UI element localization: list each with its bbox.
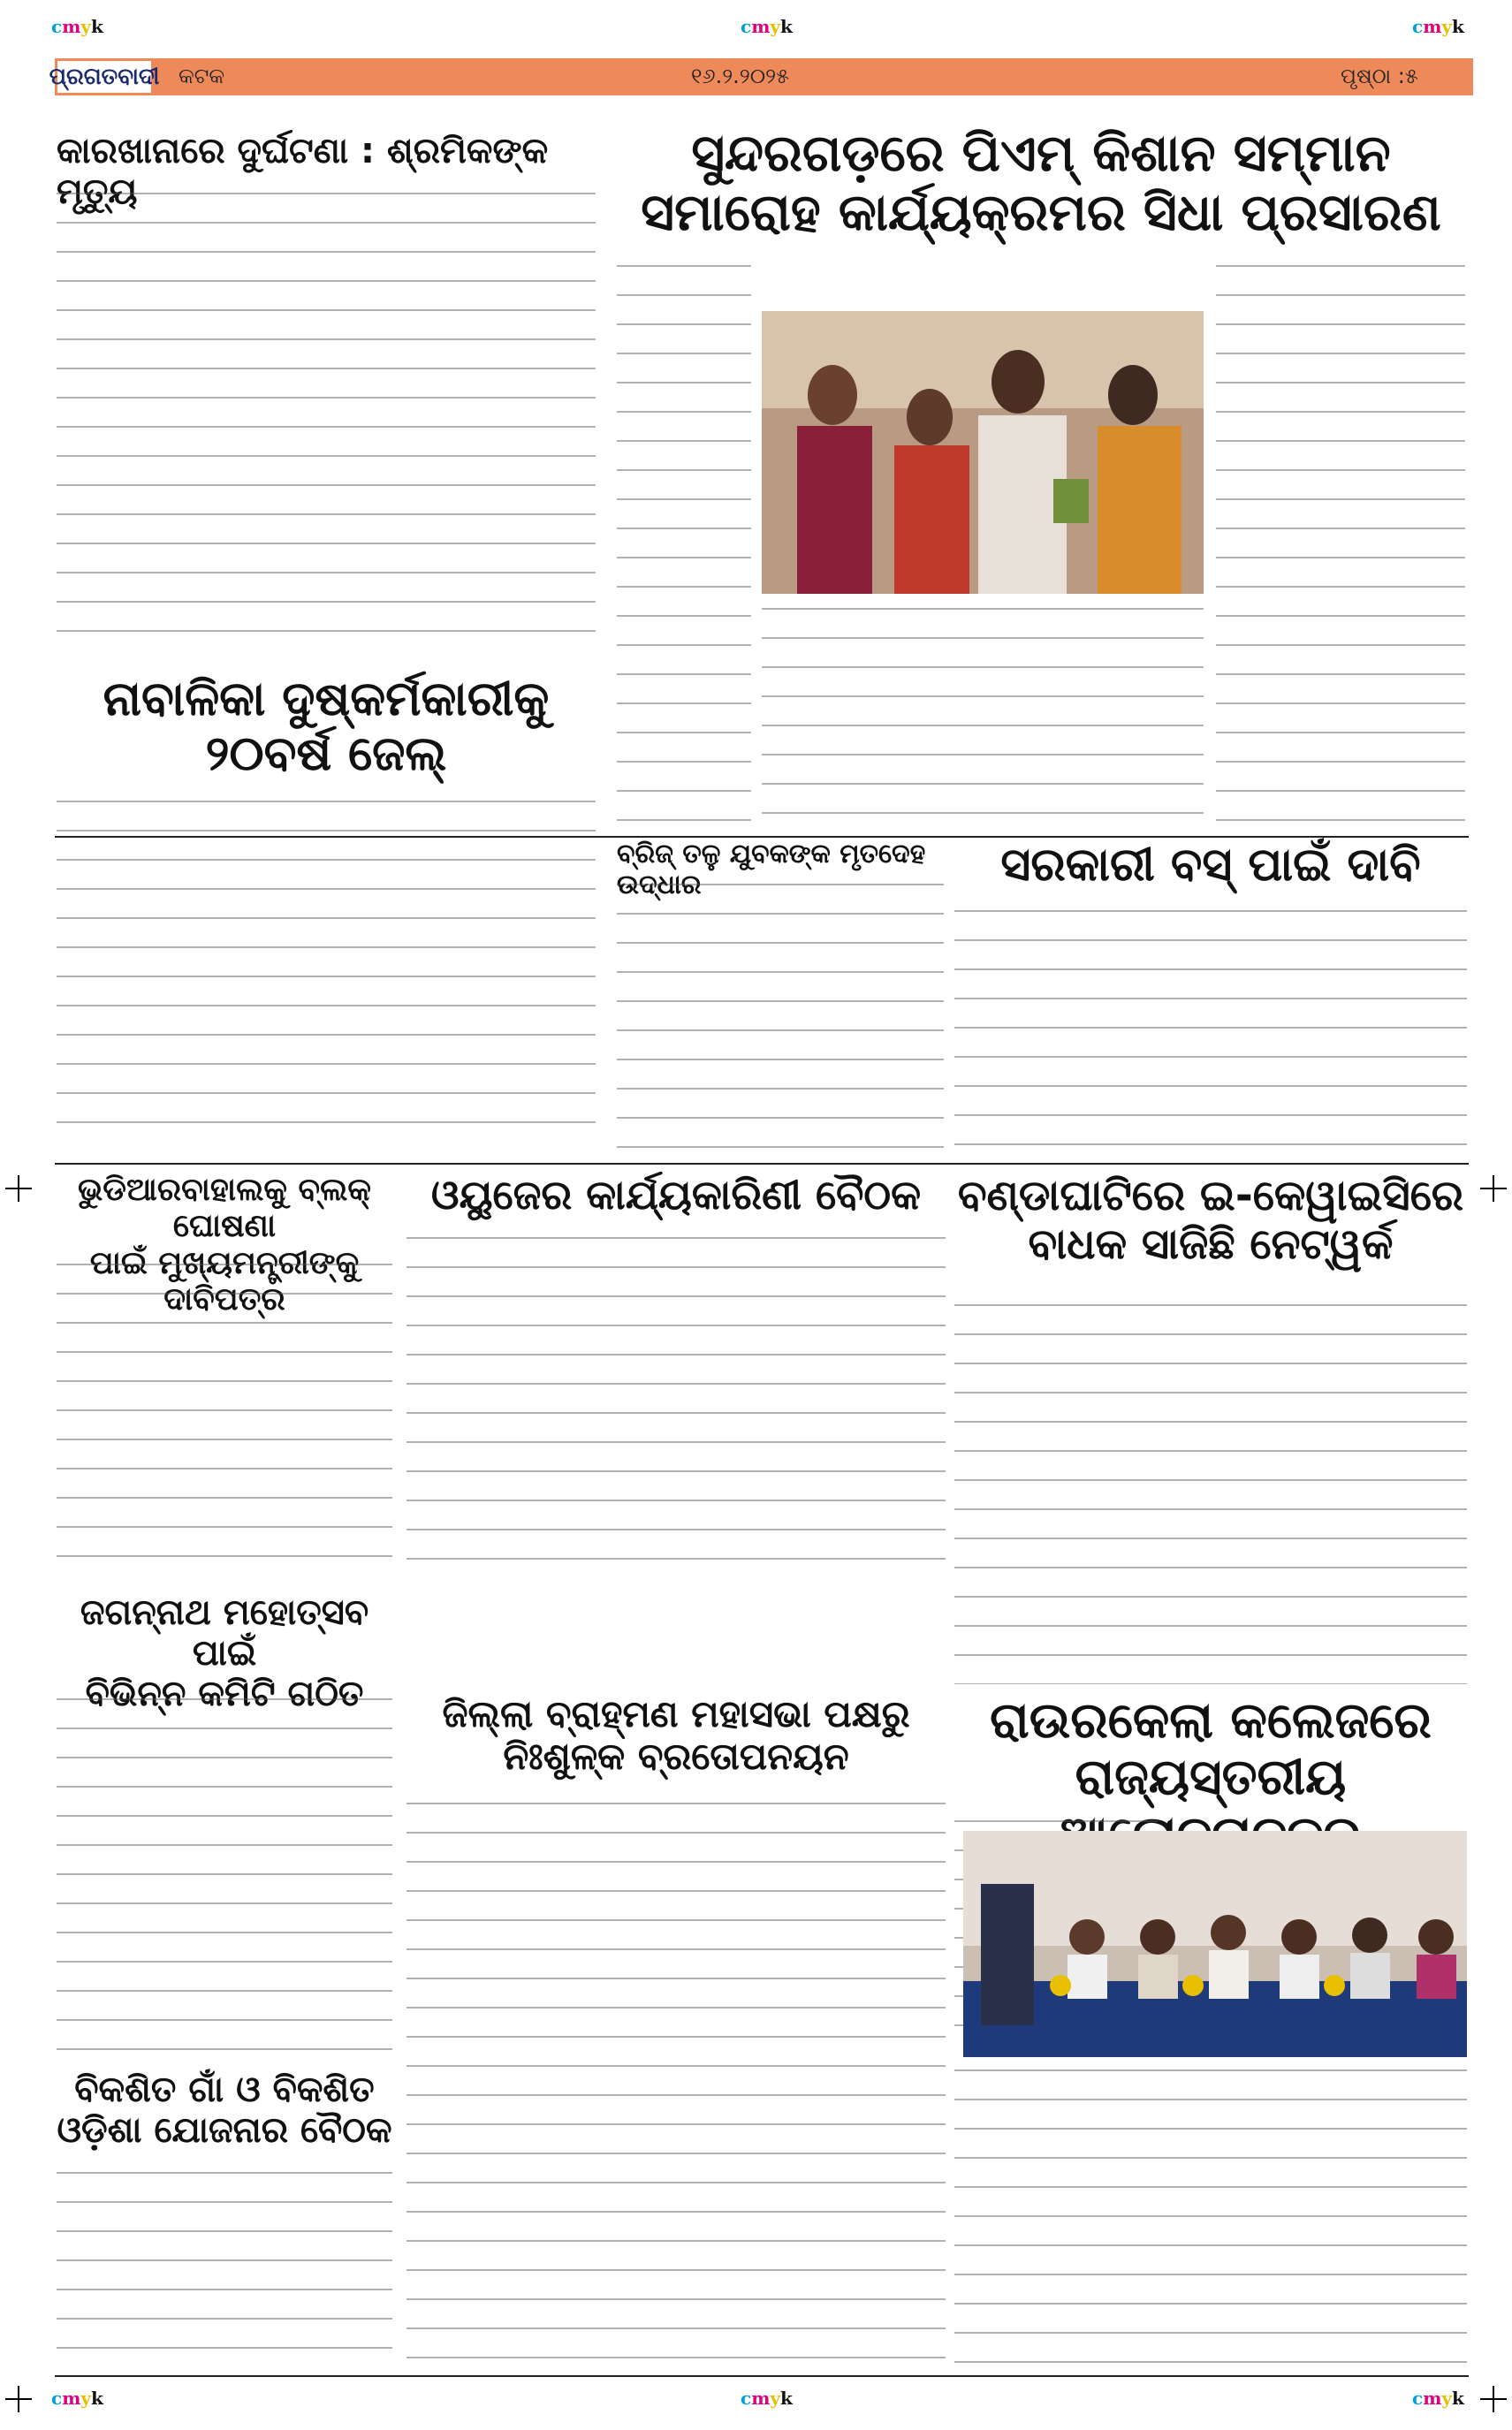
cmyk-label-bottom-right: cmyk [1412, 2388, 1464, 2409]
article-body-text [617, 265, 751, 831]
article-body-text [762, 608, 1204, 831]
headline-line: ସୁନ୍ଦରଗଡ଼ରେ ପିଏମ୍ କିଶାନ ସମ୍ମାନ [691, 123, 1391, 183]
article-headline: କାରଖାନାରେ ଦୁର୍ଘଟଣା : ଶ୍ରମିକଙ୍କ ମୃତ୍ୟୁ [57, 131, 549, 212]
headline-line: ଭୁଡିଆରବାହାଲକୁ ବ୍ଲକ୍ ଘୋଷଣା [77, 1172, 372, 1245]
masthead-date: ୧୬.୨.୨୦୨୫ [691, 64, 790, 88]
headline-line: ଜିଲ୍ଲା ବ୍ରାହ୍ମଣ ମହାସଭା ପକ୍ଷରୁ [442, 1692, 910, 1735]
headline-line: ୨୦ବର୍ଷ ଜେଲ୍ [205, 725, 447, 782]
photo-seminar-panel [963, 1831, 1467, 2057]
headline-line: ନିଃଶୁଳ୍କ ବ୍ରତୋପନୟନ [503, 1735, 849, 1779]
headline-line: ବିଭିନ୍ନ କମିଟି ଗଠିତ [85, 1674, 364, 1714]
article-headline [617, 124, 1465, 241]
registration-mark-bottom-left [5, 2386, 32, 2412]
footer-rule [55, 2375, 1469, 2377]
registration-mark-right [1480, 1175, 1507, 1202]
article-body-text [57, 1264, 392, 1582]
masthead-city: କଟକ [179, 64, 225, 88]
divider-rule [55, 1163, 1469, 1165]
registration-mark-bottom-right [1480, 2386, 1507, 2412]
article-body-text [406, 1237, 946, 1582]
article-headline [406, 1693, 946, 1779]
masthead-bar [49, 58, 1473, 95]
article-body-text [57, 193, 596, 654]
photo-award-ceremony [762, 311, 1204, 594]
article-body-text [57, 1698, 392, 2061]
cmyk-label-bottom-left: cmyk [51, 2388, 103, 2409]
article-headline [57, 672, 596, 781]
article-body-text [406, 1803, 946, 2365]
article-body-text [954, 1304, 1467, 1684]
article-headline: ବ୍ରିଜ୍ ତଳୁ ଯୁବକଙ୍କ ମୃତଦେହ ଉଦ୍ଧାର [617, 839, 926, 900]
newspaper-logo: ପ୍ରଗତବାଦୀ [55, 58, 154, 95]
cmyk-label-top-left: cmyk [51, 16, 103, 37]
article-body-text [954, 2069, 1467, 2365]
masthead-page-number: ପୃଷ୍ଠା :୫ [1341, 64, 1418, 88]
headline-line: ବାଧକ ସାଜିଛି ନେଟ୍ୱର୍କ [1028, 1219, 1394, 1270]
article-body-text [617, 884, 944, 1150]
article-headline [57, 1592, 392, 1714]
cmyk-label-top-center: cmyk [741, 16, 793, 37]
headline-line: ସମାରୋହ କାର୍ଯ୍ୟକ୍ରମର ସିଧା ପ୍ରସାରଣ [641, 181, 1441, 242]
article-headline: ସରକାରୀ ବସ୍ ପାଇଁ ଦାବି [1000, 839, 1421, 892]
photo-seminar-illustration [963, 1831, 1467, 2057]
article-body-text [57, 801, 596, 1150]
headline-line: ରାଜ୍ୟସ୍ତରୀୟ [1075, 1749, 1347, 1807]
headline-line: ରାଉରକେଲା କଲେଜରେ [990, 1692, 1432, 1750]
headline-line: ପାଇଁ ମୁଖ୍ୟମନ୍ତ୍ରୀଙ୍କୁ ଦାବିପତ୍ର [89, 1244, 360, 1318]
cmyk-label-top-right: cmyk [1412, 16, 1464, 37]
article-headline: ଓୟୁଜେର କାର୍ଯ୍ୟକାରିଣୀ ବୈଠକ [430, 1171, 922, 1219]
photo-people-illustration [762, 311, 1204, 594]
article-body-text [1216, 265, 1465, 831]
cmyk-label-bottom-center: cmyk [741, 2388, 793, 2409]
headline-line: ବଣ୍ଡାଘାଟିରେ ଇ-କେୱାଇସିରେ [957, 1171, 1464, 1220]
headline-line: ବିକଶିତ ଗାଁ ଓ ବିକଶିତ [74, 2069, 375, 2110]
headline-line: ଓଡ଼ିଶା ଯୋଜନାର ବୈଠକ [57, 2110, 392, 2151]
headline-line: ନାବାଳିକା ଦୁଷ୍କର୍ମକାରୀକୁ [103, 671, 550, 726]
registration-mark-left [5, 1175, 32, 1202]
headline-line: ଜଗନ୍ନାଥ ମହୋତ୍ସବ ପାଇଁ [80, 1592, 369, 1674]
article-body-text [954, 910, 1467, 1150]
article-headline [954, 1172, 1467, 1269]
article-body-text [57, 2172, 392, 2365]
article-headline [57, 2069, 392, 2151]
